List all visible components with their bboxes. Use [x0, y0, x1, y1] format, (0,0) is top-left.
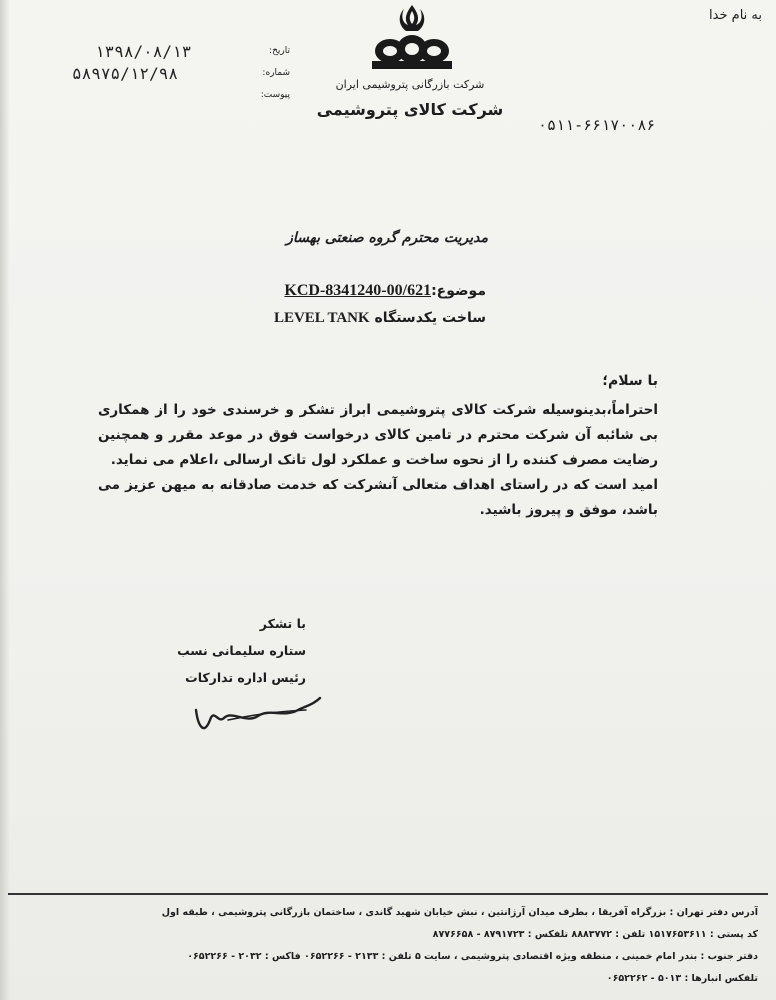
closing: با تشکر: [259, 616, 306, 631]
letter-body: [98, 398, 658, 523]
subject-code: KCD-8341240-00/621: [284, 282, 432, 299]
paper-shadow: [0, 0, 10, 1000]
attachment-label: پیوست:: [260, 90, 290, 100]
signer-name: ستاره سلیمانی نسب: [177, 643, 306, 658]
subject-prefix: ساخت یکدستگاه: [374, 310, 486, 326]
body-paragraph-2: امید است که در راستای اهداف متعالی آنشرکت که خدمت صادقانه به میهن عزیز می باشد، موفق و پیروز باشید.: [98, 477, 658, 518]
handwritten-phone: ۰۵۱۱-۶۶۱۷۰۰۸۶: [538, 116, 656, 134]
petrochemical-logo-icon: [368, 3, 456, 75]
footer-address: [18, 902, 758, 990]
date-label: تاریخ:: [269, 46, 290, 56]
signature-block: [136, 610, 306, 691]
date-value: ۱۳۹۸/۰۸/۱۳: [95, 42, 192, 61]
basmala: به نام خدا: [709, 8, 762, 23]
footer-line-tehran: آدرس دفتر تهران : بزرگراه آفریقا ، بطرف میدان آرژانتین ، نبش خیابان شهید گاندی ، ساختمان بازرگانی پتروشیمی ، طبقه اول: [161, 907, 758, 918]
greeting: با سلام؛: [602, 373, 658, 389]
signer-title: رئیس اداره تدارکات: [185, 670, 306, 685]
company-name: شرکت کالای پتروشیمی: [316, 100, 504, 119]
company-name-parent: شرکت بازرگانی پتروشیمی ایران: [335, 78, 485, 91]
number-label: شماره:: [262, 68, 290, 78]
footer-line-contact: کد پستی : ۱۵۱۷۶۵۳۶۱۱ تلفن : ۸۸۸۳۷۷۲ تلفکس : ۸۷۹۱۷۲۳ - ۸۷۷۶۶۵۸: [432, 929, 758, 940]
subject-label: موضوع:: [431, 283, 486, 299]
footer-line-south-office: دفتر جنوب : بندر امام خمینی ، منطقه ویژه اقتصادی پتروشیمی ، سایت ۵ تلفن : ۲۱۳۳ - ۰۶۵۲۲۶۶ فاکس : ۲۰۳۲ - ۰۶۵۲۲۶۶: [187, 951, 758, 962]
subject-english: LEVEL TANK: [273, 310, 370, 326]
date-number-block: [200, 40, 290, 106]
footer-divider: [8, 893, 768, 895]
footer-line-warehouse: تلفکس انبارها : ۵۰۱۳ - ۰۶۵۲۲۶۲: [606, 973, 758, 984]
addressee: مدیریت محترم گروه صنعتی بهساز: [286, 230, 488, 246]
subject-line: [284, 282, 486, 300]
handwritten-signature-icon: [188, 680, 328, 740]
number-value: ۵۸۹۷۵/۱۲/۹۸: [72, 64, 178, 83]
body-paragraph-1: احتراماً،بدینوسیله شرکت کالای پتروشیمی ابراز تشکر و خرسندی خود را از همکاری بی شائبه آن شرکت محترم در تامین کالای درخواست فوق در موعد مقرر و همچنین رضایت مصرف کننده را از نحوه ساخت و عملکرد لول تانک ارسالی ،اعلام می نماید.: [98, 402, 658, 468]
subject-description: [274, 310, 486, 327]
